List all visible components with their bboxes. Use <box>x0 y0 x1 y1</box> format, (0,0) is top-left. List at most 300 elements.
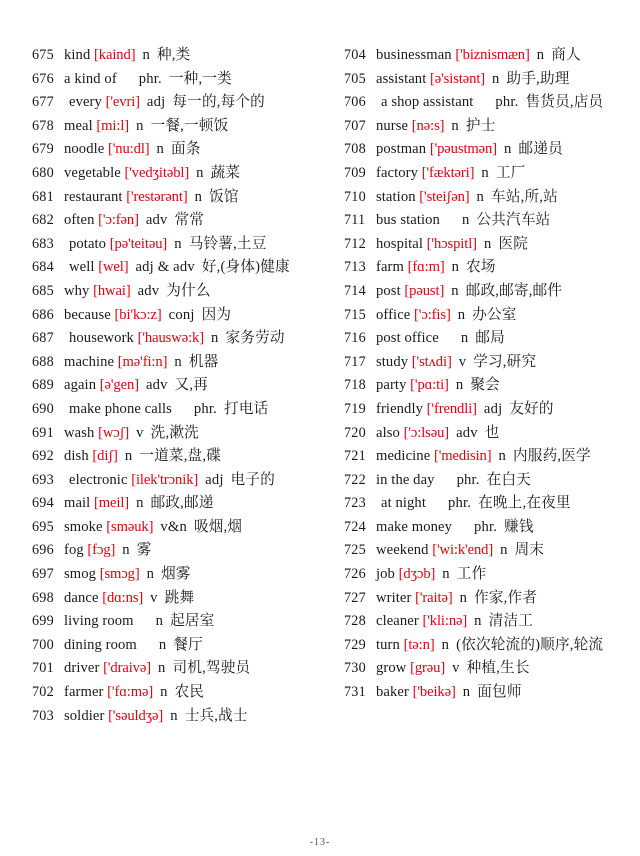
entry-word: a kind of <box>64 70 117 87</box>
entry-word: assistant <box>376 70 427 87</box>
vocabulary-entry <box>344 422 616 446</box>
entry-word: noodle <box>64 141 105 158</box>
entry-part-of-speech: adj <box>483 400 503 417</box>
entry-number: 718 <box>344 377 366 394</box>
vocabulary-entry <box>344 539 616 563</box>
vocabulary-entry <box>344 233 616 257</box>
vocabulary-entry <box>32 304 310 328</box>
entry-number: 682 <box>32 212 54 229</box>
entry-number: 713 <box>344 259 366 276</box>
entry-body <box>376 681 616 705</box>
entry-number: 702 <box>32 684 54 701</box>
entry-word: often <box>64 212 95 229</box>
entry-part-of-speech: n <box>451 259 460 276</box>
entry-word: party <box>376 377 407 394</box>
entry-part-of-speech: n <box>481 164 489 181</box>
entry-number: 715 <box>344 306 366 323</box>
entry-word: also <box>376 424 400 441</box>
entry-phonetic: ['draivə] <box>103 660 152 677</box>
entry-phonetic: [smɔg] <box>99 566 140 583</box>
vocabulary-entry <box>344 91 616 115</box>
entry-translation: (依次轮流的)顺序,轮流 <box>456 636 604 653</box>
entry-number: 678 <box>32 117 54 134</box>
entry-phonetic: [grəu] <box>410 660 446 677</box>
entry-part-of-speech: adv <box>145 212 168 229</box>
entry-translation: 跳舞 <box>164 589 195 606</box>
entry-word: electronic <box>69 471 128 488</box>
vocabulary-entry <box>32 209 310 233</box>
entry-body <box>64 469 310 493</box>
page-number: -13- <box>309 837 331 848</box>
entry-body <box>64 657 310 681</box>
entry-body <box>376 374 616 398</box>
entry-part-of-speech: adv <box>145 377 168 394</box>
entry-translation: 邮递员 <box>518 141 563 158</box>
vocabulary-entry <box>344 138 616 162</box>
entry-phonetic: [ilek'trɔnik] <box>131 471 199 488</box>
entry-number: 716 <box>344 330 366 347</box>
entry-word: weekend <box>376 542 429 559</box>
entry-word: farm <box>376 259 404 276</box>
entry-word: housework <box>69 330 134 347</box>
entry-part-of-speech: n <box>156 141 165 158</box>
entry-phonetic: ['fɑ:mə] <box>107 684 154 701</box>
entry-part-of-speech: v&n <box>160 518 187 535</box>
vocabulary-entry <box>344 469 616 493</box>
entry-body <box>64 162 310 186</box>
vocabulary-entry <box>32 351 310 375</box>
entry-translation: 一餐,一顿饭 <box>150 117 229 134</box>
entry-number: 700 <box>32 636 54 653</box>
entry-part-of-speech: n <box>451 282 459 299</box>
entry-translation: 机器 <box>188 353 219 370</box>
entry-number: 722 <box>344 471 366 488</box>
entry-phonetic: ['steiʃən] <box>419 188 470 205</box>
entry-body <box>64 351 310 375</box>
entry-body <box>376 610 616 634</box>
entry-phonetic: [sməuk] <box>106 518 154 535</box>
entry-translation: 在晚上,在夜里 <box>478 495 571 512</box>
entry-body <box>64 398 310 422</box>
entry-phonetic: ['ɔ:lsəu] <box>403 424 450 441</box>
entry-phonetic: [kaind] <box>94 47 136 63</box>
entry-body <box>64 681 310 705</box>
entry-translation: 清洁工 <box>488 613 534 630</box>
entry-word: kind <box>64 47 91 63</box>
entry-word: meal <box>64 117 93 134</box>
entry-translation: 士兵,战士 <box>184 707 248 724</box>
entry-body <box>376 516 616 540</box>
entry-number: 706 <box>344 94 366 111</box>
entry-word: machine <box>64 353 115 370</box>
entry-number: 729 <box>344 636 366 653</box>
entry-translation: 司机,驾驶员 <box>172 660 251 677</box>
entry-word: smog <box>64 566 97 583</box>
vocabulary-entry <box>344 587 616 611</box>
entry-phonetic: ['vedʒitəbl] <box>124 164 190 181</box>
entry-translation: 农场 <box>466 259 496 276</box>
entry-word: a shop assistant <box>381 94 474 111</box>
entry-translation: 作家,作者 <box>474 589 538 606</box>
entry-body <box>376 539 616 563</box>
entry-number: 686 <box>32 306 54 323</box>
entry-number: 724 <box>344 518 366 535</box>
entry-translation: 烟雾 <box>161 566 191 583</box>
entry-phonetic: ['restərənt] <box>126 188 188 205</box>
entry-number: 679 <box>32 141 54 158</box>
entry-translation: 农民 <box>174 684 205 701</box>
vocabulary-entry <box>32 44 310 68</box>
entry-word: why <box>64 282 90 299</box>
entry-part-of-speech: n <box>196 164 204 181</box>
entry-part-of-speech: n <box>461 212 470 229</box>
vocabulary-entry <box>32 374 310 398</box>
entry-number: 730 <box>344 660 366 677</box>
entry-word: bus station <box>376 212 440 229</box>
entry-word: turn <box>376 636 400 653</box>
right-column <box>324 44 616 814</box>
entry-body <box>64 492 310 516</box>
entry-phonetic: ['stʌdi] <box>411 353 452 370</box>
entry-word: job <box>376 566 395 583</box>
entry-number: 720 <box>344 424 366 441</box>
vocabulary-entry <box>344 634 616 658</box>
vocabulary-entry <box>32 398 310 422</box>
vocabulary-entry <box>32 634 310 658</box>
vocabulary-entry <box>344 516 616 540</box>
entry-part-of-speech: n <box>160 684 168 701</box>
entry-word: make money <box>376 518 452 535</box>
entry-part-of-speech: n <box>124 448 133 465</box>
entry-part-of-speech: n <box>504 141 512 158</box>
entry-part-of-speech: n <box>459 589 468 606</box>
entry-translation: 车站,所,站 <box>491 188 558 205</box>
entry-word: nurse <box>376 117 409 134</box>
entry-number: 719 <box>344 400 366 417</box>
vocabulary-entry <box>32 657 310 681</box>
entry-translation: 邮局 <box>475 330 505 347</box>
entry-body <box>64 186 310 210</box>
entry-phonetic: ['kli:nə] <box>422 613 468 630</box>
entry-body <box>64 280 310 304</box>
entry-number: 690 <box>32 400 54 417</box>
entry-number: 712 <box>344 235 366 252</box>
vocabulary-entry <box>344 304 616 328</box>
entry-body <box>64 445 310 469</box>
entry-word: post office <box>376 330 439 347</box>
entry-number: 698 <box>32 589 54 606</box>
vocabulary-entry <box>32 162 310 186</box>
entry-number: 707 <box>344 117 366 134</box>
entry-number: 721 <box>344 448 366 465</box>
entry-body <box>64 304 310 328</box>
entry-translation: 工厂 <box>495 164 526 181</box>
entry-phonetic: ['frendli] <box>426 400 477 417</box>
entry-translation: 蔬菜 <box>210 164 241 181</box>
entry-number: 703 <box>32 707 54 724</box>
entry-body <box>64 587 310 611</box>
entry-translation: 面包师 <box>477 684 522 701</box>
entry-translation: 种植,生长 <box>466 660 530 677</box>
entry-body <box>64 610 310 634</box>
entry-number: 681 <box>32 188 54 205</box>
entry-word: wash <box>64 424 95 441</box>
vocabulary-entry <box>32 492 310 516</box>
entry-phonetic: ['wi:k'end] <box>432 542 494 559</box>
entry-number: 680 <box>32 164 54 181</box>
entry-body <box>376 634 616 658</box>
entry-translation: 电子的 <box>230 471 275 488</box>
entry-part-of-speech: n <box>462 684 471 701</box>
entry-body <box>64 705 310 729</box>
entry-phonetic: ['raitə] <box>415 589 453 606</box>
entry-number: 676 <box>32 70 54 87</box>
entry-word: living room <box>64 613 134 630</box>
entry-word: medicine <box>376 448 431 465</box>
entry-translation: 一道菜,盘,碟 <box>139 448 221 465</box>
entry-part-of-speech: n <box>174 235 182 252</box>
entry-translation: 好,(身体)健康 <box>201 259 290 276</box>
vocabulary-entry <box>32 233 310 257</box>
entry-word: potato <box>69 235 107 252</box>
entry-body <box>376 492 616 516</box>
entry-word: office <box>376 306 411 323</box>
entry-part-of-speech: phr. <box>447 495 472 512</box>
entry-number: 691 <box>32 424 54 441</box>
entry-number: 710 <box>344 188 366 205</box>
entry-translation: 又,再 <box>174 377 209 394</box>
entry-body <box>64 539 310 563</box>
entry-translation: 种,类 <box>156 47 191 63</box>
entry-part-of-speech: n <box>174 353 182 370</box>
entry-number: 701 <box>32 660 54 677</box>
entry-translation: 每一的,每个的 <box>172 94 265 111</box>
entry-translation: 起居室 <box>170 613 215 630</box>
entry-part-of-speech: adj & adv <box>135 259 195 276</box>
entry-body <box>376 351 616 375</box>
entry-translation: 家务劳动 <box>225 330 285 347</box>
entry-number: 699 <box>32 613 54 630</box>
entry-word: friendly <box>376 400 423 417</box>
vocabulary-entry <box>344 44 616 68</box>
entry-body <box>64 138 310 162</box>
entry-phonetic: [ə'gen] <box>99 377 139 394</box>
entry-translation: 饭馆 <box>209 188 239 205</box>
entry-word: every <box>69 94 102 111</box>
vocabulary-entry <box>32 445 310 469</box>
entry-part-of-speech: conj <box>168 306 195 323</box>
entry-word: dish <box>64 448 89 465</box>
entry-body <box>64 256 310 280</box>
entry-translation: 售货员,店员 <box>525 94 604 111</box>
vocabulary-entry <box>344 657 616 681</box>
entry-body <box>64 516 310 540</box>
entry-part-of-speech: n <box>492 70 500 87</box>
entry-body <box>376 398 616 422</box>
entry-part-of-speech: n <box>498 448 507 465</box>
vocabulary-entry <box>32 91 310 115</box>
entry-word: restaurant <box>64 188 123 205</box>
entry-body <box>64 91 310 115</box>
entry-part-of-speech: n <box>122 542 130 559</box>
vocabulary-entry <box>32 327 310 351</box>
two-column-layout <box>32 44 616 814</box>
entry-phonetic: [nə:s] <box>411 117 445 134</box>
entry-number: 711 <box>344 212 366 229</box>
vocabulary-entry <box>32 68 310 92</box>
entry-part-of-speech: n <box>460 330 469 347</box>
entry-body <box>376 68 616 92</box>
entry-word: grow <box>376 660 407 677</box>
entry-phonetic: [diʃ] <box>92 448 118 465</box>
entry-translation: 一种,一类 <box>168 70 232 87</box>
vocabulary-entry <box>32 516 310 540</box>
entry-part-of-speech: n <box>158 660 166 677</box>
entry-translation: 邮政,邮寄,邮件 <box>465 282 563 299</box>
entry-phonetic: ['evri] <box>105 94 140 111</box>
entry-word: in the day <box>376 471 435 488</box>
entry-phonetic: ['pɑ:ti] <box>410 377 449 394</box>
entry-word: post <box>376 282 401 299</box>
entry-phonetic: ['nu:dl] <box>107 141 150 158</box>
entry-translation: 雾 <box>136 542 152 559</box>
entry-word: again <box>64 377 97 394</box>
vocabulary-entry <box>344 68 616 92</box>
entry-number: 714 <box>344 282 366 299</box>
entry-word: driver <box>64 660 100 677</box>
entry-word: hospital <box>376 235 424 252</box>
vocabulary-entry <box>344 445 616 469</box>
entry-phonetic: [dɑ:ns] <box>102 589 144 606</box>
entry-part-of-speech: phr. <box>473 518 498 535</box>
entry-word: soldier <box>64 707 105 724</box>
entry-phonetic: ['medisin] <box>433 448 492 465</box>
entry-translation: 也 <box>484 424 500 441</box>
entry-part-of-speech: adv <box>137 282 160 299</box>
vocabulary-entry <box>344 351 616 375</box>
entry-body <box>64 422 310 446</box>
entry-number: 685 <box>32 282 54 299</box>
entry-body <box>64 327 310 351</box>
entry-part-of-speech: adj <box>146 94 166 111</box>
entry-word: well <box>69 259 95 276</box>
entry-number: 697 <box>32 566 54 583</box>
entry-body <box>376 422 616 446</box>
entry-part-of-speech: n <box>483 235 492 252</box>
entry-number: 683 <box>32 235 54 252</box>
vocabulary-entry <box>32 115 310 139</box>
entry-number: 725 <box>344 542 366 559</box>
entry-word: make phone calls <box>69 400 172 417</box>
entry-body <box>64 233 310 257</box>
entry-body <box>376 256 616 280</box>
vocabulary-entry <box>32 422 310 446</box>
entry-body <box>376 563 616 587</box>
entry-body <box>64 115 310 139</box>
vocabulary-entry <box>344 681 616 705</box>
entry-phonetic: [dʒɔb] <box>398 566 436 583</box>
entry-body <box>64 44 310 68</box>
entry-part-of-speech: n <box>146 566 155 583</box>
entry-phonetic: ['beikə] <box>412 684 456 701</box>
entry-body <box>64 634 310 658</box>
entry-translation: 在白天 <box>486 471 532 488</box>
entry-phonetic: ['ɔ:fis] <box>414 306 451 323</box>
entry-body <box>376 91 616 115</box>
entry-body <box>376 280 616 304</box>
entry-part-of-speech: phr. <box>456 471 480 488</box>
entry-word: farmer <box>64 684 104 701</box>
entry-part-of-speech: v <box>458 353 467 370</box>
entry-translation: 周末 <box>514 542 545 559</box>
entry-number: 731 <box>344 684 366 701</box>
entry-translation: 打电话 <box>224 400 269 417</box>
entry-phonetic: ['fæktəri] <box>421 164 475 181</box>
entry-part-of-speech: n <box>474 613 482 630</box>
entry-part-of-speech: n <box>136 117 144 134</box>
vocabulary-entry <box>344 280 616 304</box>
entry-body <box>376 445 616 469</box>
vocabulary-entry <box>344 563 616 587</box>
entry-part-of-speech: n <box>457 306 466 323</box>
entry-number: 723 <box>344 495 366 512</box>
entry-word: postman <box>376 141 427 158</box>
entry-word: dining room <box>64 636 137 653</box>
entry-number: 675 <box>32 47 54 63</box>
entry-word: dance <box>64 589 99 606</box>
entry-phonetic: [pə'teitəu] <box>109 235 168 252</box>
entry-word: smoke <box>64 518 103 535</box>
entry-translation: 因为 <box>201 306 232 323</box>
entry-part-of-speech: n <box>170 707 178 724</box>
entry-translation: 办公室 <box>472 306 517 323</box>
entry-number: 694 <box>32 495 54 512</box>
entry-translation: 公共汽车站 <box>476 212 551 229</box>
entry-translation: 洗,漱洗 <box>150 424 199 441</box>
entry-body <box>64 374 310 398</box>
vocabulary-entry <box>344 492 616 516</box>
vocabulary-entry <box>32 563 310 587</box>
entry-part-of-speech: n <box>442 566 450 583</box>
entry-part-of-speech: n <box>136 495 144 512</box>
entry-body <box>376 209 616 233</box>
entry-part-of-speech: n <box>142 47 150 63</box>
vocabulary-entry <box>32 256 310 280</box>
entry-body <box>376 233 616 257</box>
entry-translation: 常常 <box>174 212 205 229</box>
entry-phonetic: ['biznismæn] <box>455 47 530 63</box>
entry-part-of-speech: v <box>136 424 144 441</box>
entry-word: at night <box>381 495 426 512</box>
entry-number: 695 <box>32 518 54 535</box>
vocabulary-entry <box>32 587 310 611</box>
entry-number: 684 <box>32 259 54 276</box>
entry-phonetic: [fɑ:m] <box>407 259 445 276</box>
entry-part-of-speech: n <box>194 188 203 205</box>
vocabulary-entry <box>344 186 616 210</box>
vocabulary-entry <box>344 115 616 139</box>
entry-translation: 内服药,医学 <box>513 448 591 465</box>
entry-word: writer <box>376 589 412 606</box>
entry-body <box>376 327 616 351</box>
entry-part-of-speech: v <box>452 660 460 677</box>
entry-translation: 为什么 <box>166 282 211 299</box>
entry-phonetic: [wɔʃ] <box>98 424 130 441</box>
vocabulary-entry <box>32 186 310 210</box>
entry-body <box>376 162 616 186</box>
entry-word: factory <box>376 164 419 181</box>
entry-word: station <box>376 188 416 205</box>
